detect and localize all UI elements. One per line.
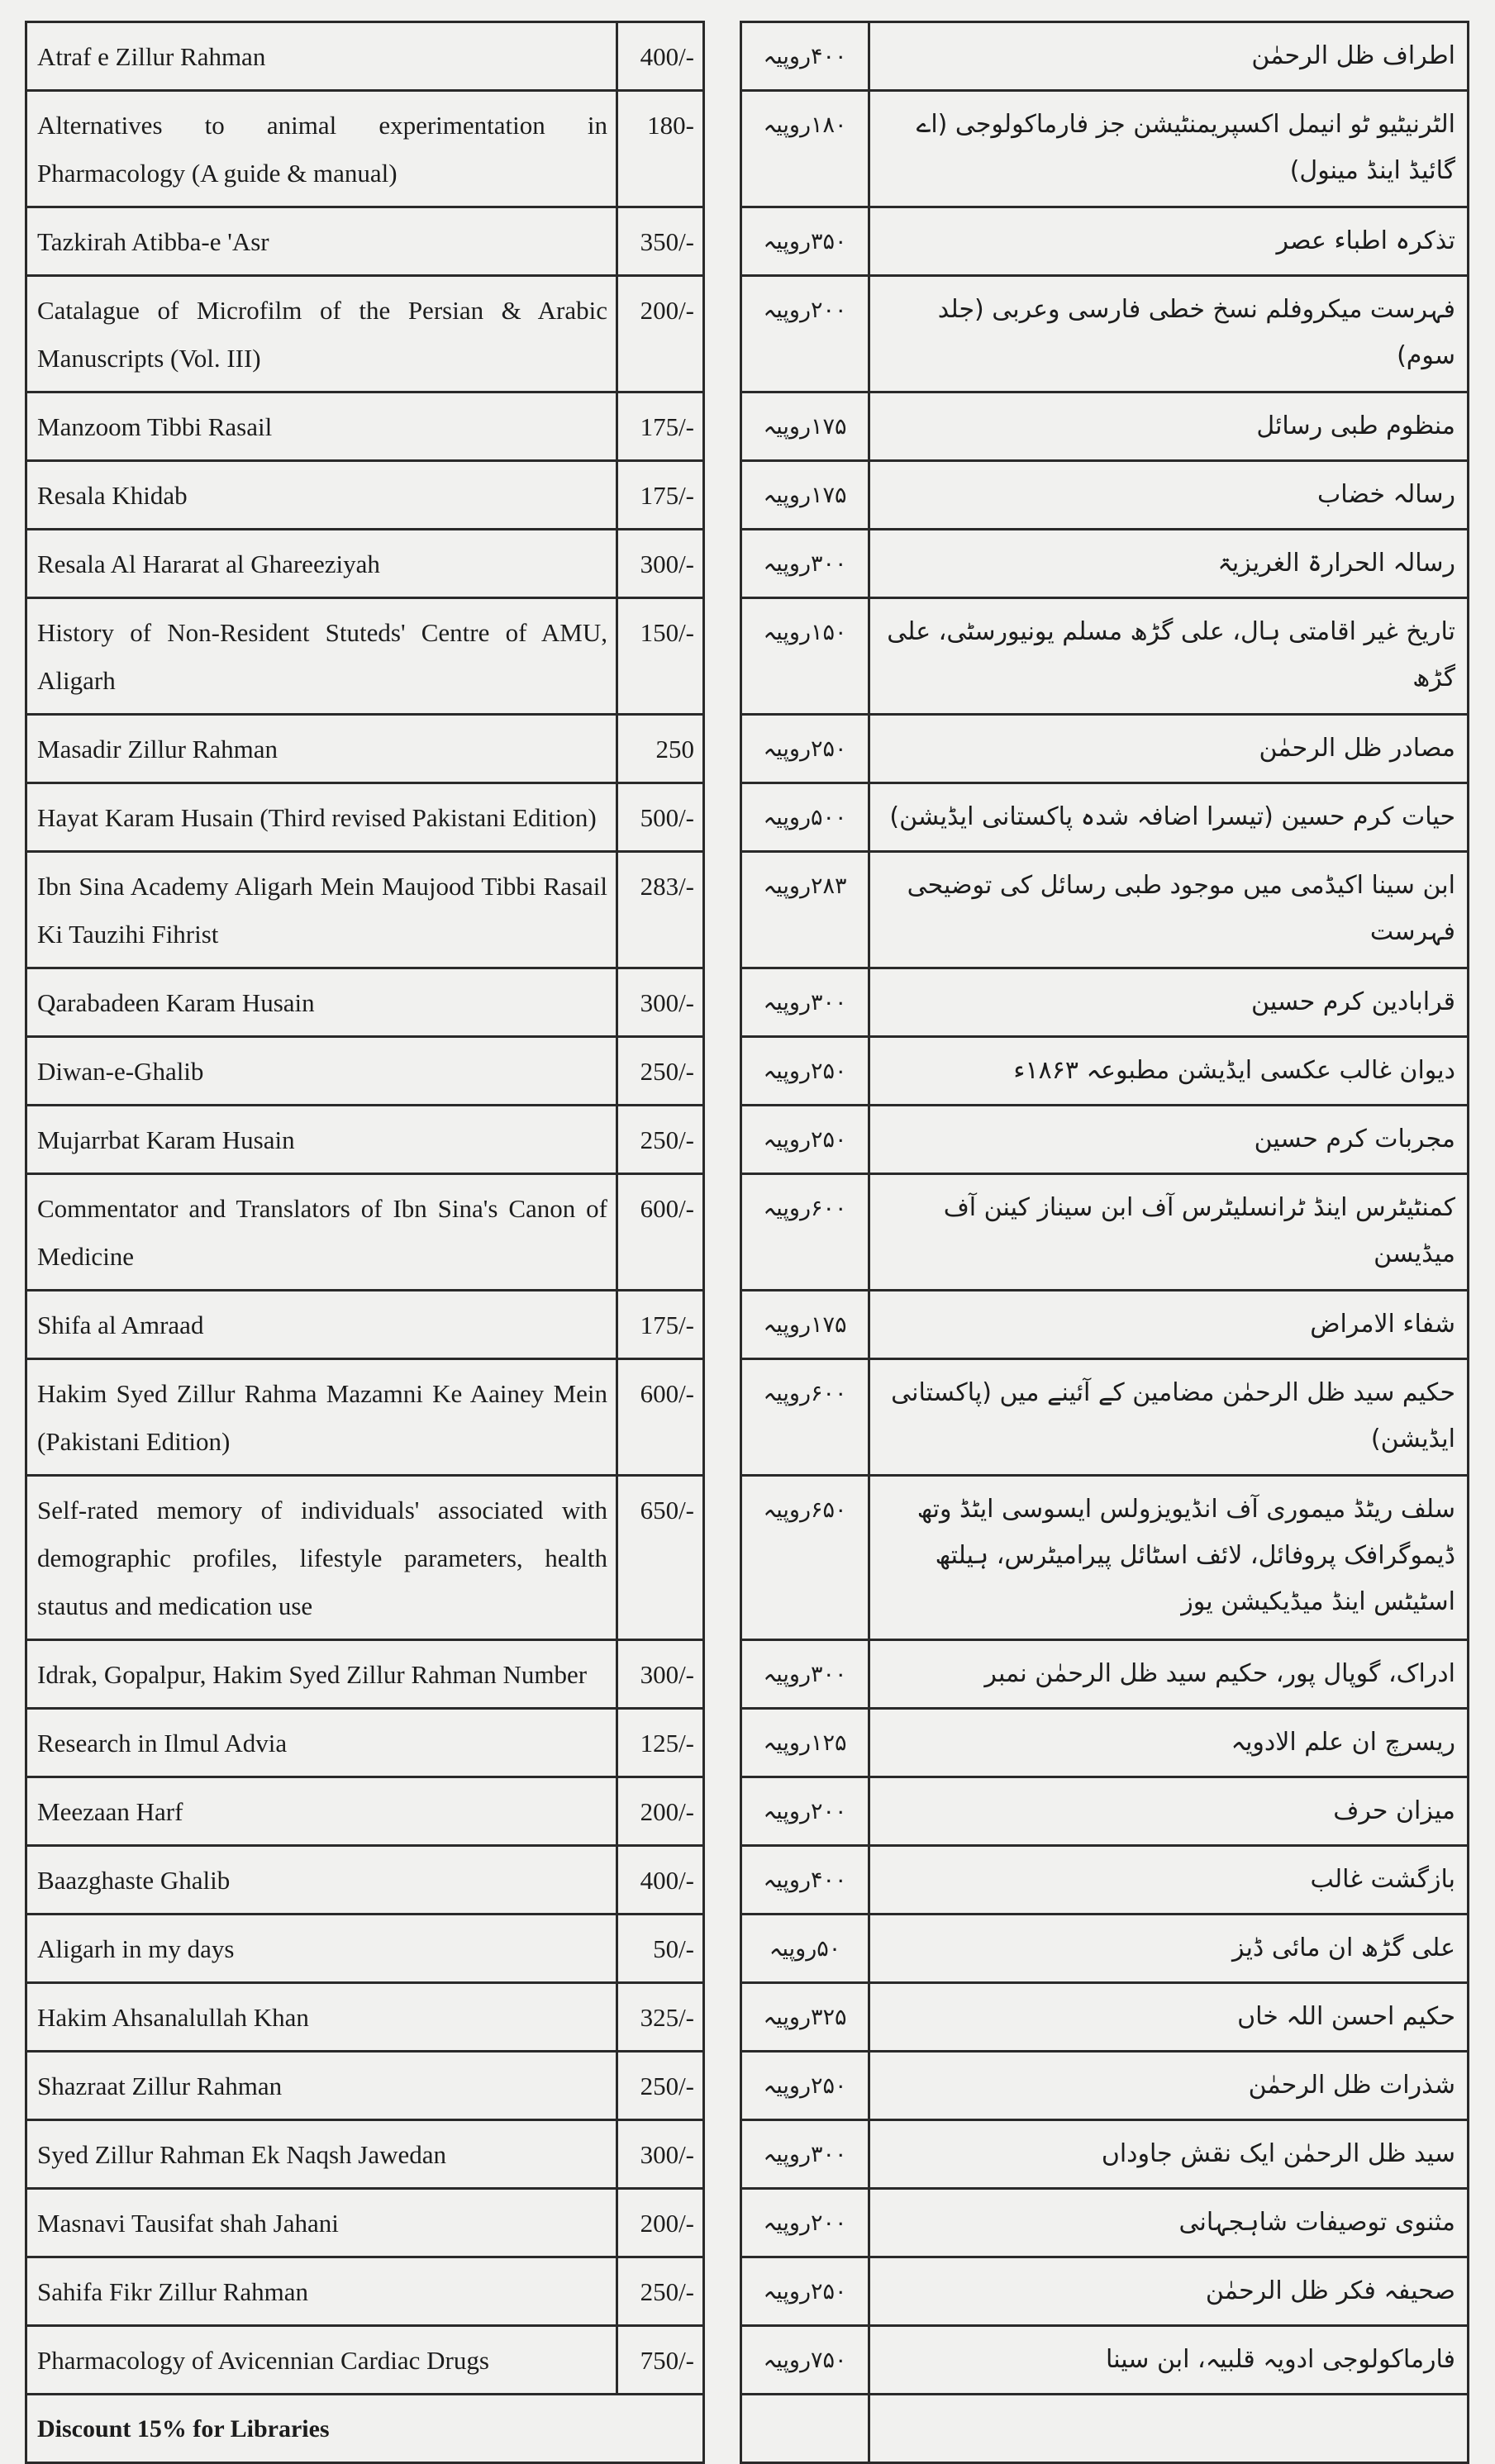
book-title: Baazghaste Ghalib [26,1846,617,1915]
book-title: Ibn Sina Academy Aligarh Mein Maujood Tibbi Rasail Ki Tauzihi Fihrist [26,852,617,968]
book-row [26,1915,704,1983]
book-price: 600/- [617,1359,704,1476]
book-row [26,207,704,276]
book-title: Manzoom Tibbi Rasail [26,392,617,461]
urdu-book-title: میزان حرف [869,1777,1469,1846]
urdu-book-row [741,2052,1469,2120]
book-title: Research in Ilmul Advia [26,1709,617,1777]
book-title: Commentator and Translators of Ibn Sina's Canon of Medicine [26,1174,617,1291]
book-price: 400/- [617,22,704,91]
urdu-book-row [741,22,1469,91]
urdu-book-price: ۵۰روپیہ [741,1915,869,1983]
book-price: 650/- [617,1476,704,1640]
discount-note: Discount 15% for Libraries [26,2395,704,2463]
urdu-book-title: ریسرچ ان علم الادویہ [869,1709,1469,1777]
urdu-book-title: مجربات کرم حسین [869,1106,1469,1174]
urdu-book-price: ۱۲۵روپیہ [741,1709,869,1777]
book-title: Hayat Karam Husain (Third revised Pakistani Edition) [26,783,617,852]
book-title: Masadir Zillur Rahman [26,715,617,783]
urdu-book-price: ۳۰۰روپیہ [741,2120,869,2189]
urdu-book-price: ۲۵۰روپیہ [741,715,869,783]
book-price: 250/- [617,2052,704,2120]
book-title: Shifa al Amraad [26,1291,617,1359]
book-title: Atraf e Zillur Rahman [26,22,617,91]
urdu-book-price: ۴۰۰روپیہ [741,1846,869,1915]
urdu-empty-row [741,2395,1469,2463]
book-price: 180- [617,91,704,207]
urdu-book-price: ۲۵۰روپیہ [741,1106,869,1174]
urdu-book-price: ۲۰۰روپیہ [741,2189,869,2257]
book-price: 250/- [617,1106,704,1174]
urdu-book-title: ادراک، گوپال پور، حکیم سید ظل الرحمٰن نمبر [869,1640,1469,1709]
book-price: 400/- [617,1846,704,1915]
book-price: 250/- [617,2257,704,2326]
urdu-book-price: ۱۷۵روپیہ [741,461,869,530]
book-row [26,715,704,783]
book-row [26,852,704,968]
urdu-book-row [741,2189,1469,2257]
book-row [26,22,704,91]
urdu-book-price: ۶۰۰روپیہ [741,1359,869,1476]
book-title: Pharmacology of Avicennian Cardiac Drugs [26,2326,617,2395]
book-title: Mujarrbat Karam Husain [26,1106,617,1174]
book-row [26,1476,704,1640]
book-title: Hakim Syed Zillur Rahma Mazamni Ke Aainey Mein (Pakistani Edition) [26,1359,617,1476]
book-title: Alternatives to animal experimentation in Pharmacology (A guide & manual) [26,91,617,207]
book-row [26,783,704,852]
urdu-book-title: فارماکولوجی ادویہ قلبیہ، ابن سینا [869,2326,1469,2395]
urdu-book-title: شذرات ظل الرحمٰن [869,2052,1469,2120]
book-row [26,91,704,207]
book-price: 175/- [617,392,704,461]
book-row [26,1037,704,1106]
empty-cell [869,2395,1469,2463]
book-price: 300/- [617,530,704,598]
book-price: 350/- [617,207,704,276]
book-price: 750/- [617,2326,704,2395]
book-title: Diwan-e-Ghalib [26,1037,617,1106]
book-row [26,1174,704,1291]
urdu-book-row [741,1037,1469,1106]
book-row [26,968,704,1037]
urdu-book-title: رسالہ الحرارۃ الغریزیۃ [869,530,1469,598]
urdu-book-row [741,207,1469,276]
urdu-book-price: ۳۵۰روپیہ [741,207,869,276]
urdu-book-title: فہرست میکروفلم نسخ خطی فارسی وعربی (جلد سوم) [869,276,1469,392]
discount-row [26,2395,704,2463]
book-price: 300/- [617,2120,704,2189]
urdu-book-title: کمنٹیٹرس اینڈ ٹرانسلیٹرس آف ابن سیناز کینن آف میڈیسن [869,1174,1469,1291]
urdu-book-title: مثنوی توصیفات شاہجہانی [869,2189,1469,2257]
urdu-book-row [741,1983,1469,2052]
book-price: 250 [617,715,704,783]
urdu-book-price: ۶۵۰روپیہ [741,1476,869,1640]
book-row [26,530,704,598]
book-title: Meezaan Harf [26,1777,617,1846]
urdu-book-row [741,1640,1469,1709]
book-row [26,2052,704,2120]
book-row [26,598,704,715]
book-price: 200/- [617,276,704,392]
book-row [26,2326,704,2395]
book-row [26,2120,704,2189]
urdu-book-price: ۷۵۰روپیہ [741,2326,869,2395]
book-title: Catalague of Microfilm of the Persian & Arabic Manuscripts (Vol. III) [26,276,617,392]
urdu-book-title: منظوم طبی رسائل [869,392,1469,461]
urdu-book-title: سید ظل الرحمٰن ایک نقش جاوداں [869,2120,1469,2189]
urdu-book-row [741,1291,1469,1359]
urdu-book-title: مصادر ظل الرحمٰن [869,715,1469,783]
book-price: 300/- [617,968,704,1037]
urdu-book-price: ۳۲۵روپیہ [741,1983,869,2052]
urdu-book-price: ۳۰۰روپیہ [741,968,869,1037]
urdu-book-title: علی گڑھ ان مائی ڈیز [869,1915,1469,1983]
urdu-book-title: قرابادین کرم حسین [869,968,1469,1037]
urdu-book-row [741,598,1469,715]
urdu-book-title: حکیم احسن اللہ خاں [869,1983,1469,2052]
urdu-book-row [741,530,1469,598]
urdu-book-row [741,852,1469,968]
book-price: 500/- [617,783,704,852]
book-title: Masnavi Tausifat shah Jahani [26,2189,617,2257]
urdu-book-row [741,783,1469,852]
urdu-book-title: سلف ریٹڈ میموری آف انڈیویزولس ایسوسی ایٹڈ وتھ ڈیموگرافک پروفائل، لائف اسٹائل پیرامیٹرس، ہیلتھ اسٹیٹس اینڈ میڈیکیشن یوز [869,1476,1469,1640]
urdu-book-price: ۱۸۰روپیہ [741,91,869,207]
book-row [26,1983,704,2052]
book-price: 50/- [617,1915,704,1983]
book-row [26,1291,704,1359]
book-title: Syed Zillur Rahman Ek Naqsh Jawedan [26,2120,617,2189]
book-price: 150/- [617,598,704,715]
urdu-book-row [741,392,1469,461]
urdu-book-price: ۲۵۰روپیہ [741,2257,869,2326]
urdu-book-price: ۲۸۳روپیہ [741,852,869,968]
book-title: Sahifa Fikr Zillur Rahman [26,2257,617,2326]
urdu-book-price: ۱۷۵روپیہ [741,1291,869,1359]
book-title: Self-rated memory of individuals' associated with demographic profiles, lifestyle parameters, health stautus and medication use [26,1476,617,1640]
urdu-book-row [741,1174,1469,1291]
book-title: Resala Al Hararat al Ghareeziyah [26,530,617,598]
urdu-book-row [741,1709,1469,1777]
book-title: History of Non-Resident Stuteds' Centre of AMU, Aligarh [26,598,617,715]
book-row [26,1359,704,1476]
book-price: 325/- [617,1983,704,2052]
urdu-book-price: ۲۵۰روپیہ [741,1037,869,1106]
urdu-book-title: شفاء الامراض [869,1291,1469,1359]
urdu-book-title: ابن سینا اکیڈمی میں موجود طبی رسائل کی توضیحی فہرست [869,852,1469,968]
book-price: 175/- [617,1291,704,1359]
urdu-book-price: ۲۰۰روپیہ [741,1777,869,1846]
book-price: 250/- [617,1037,704,1106]
urdu-book-title: رسالہ خضاب [869,461,1469,530]
empty-cell [741,2395,869,2463]
book-title: Qarabadeen Karam Husain [26,968,617,1037]
urdu-book-price: ۴۰۰روپیہ [741,22,869,91]
urdu-book-price: ۵۰۰روپیہ [741,783,869,852]
book-row [26,2189,704,2257]
urdu-book-title: حیات کرم حسین (تیسرا اضافہ شدہ پاکستانی ایڈیشن) [869,783,1469,852]
urdu-book-row [741,2257,1469,2326]
urdu-book-title: صحیفہ فکر ظل الرحمٰن [869,2257,1469,2326]
book-price: 175/- [617,461,704,530]
book-price: 600/- [617,1174,704,1291]
book-row [26,2257,704,2326]
book-row [26,1640,704,1709]
urdu-book-price: ۳۰۰روپیہ [741,1640,869,1709]
book-row [26,276,704,392]
book-price: 283/- [617,852,704,968]
urdu-book-row [741,276,1469,392]
urdu-book-price: ۲۵۰روپیہ [741,2052,869,2120]
book-title: Tazkirah Atibba-e 'Asr [26,207,617,276]
urdu-book-title: تاریخ غیر اقامتی ہال، علی گڑھ مسلم یونیورسٹی، علی گڑھ [869,598,1469,715]
book-title: Shazraat Zillur Rahman [26,2052,617,2120]
book-title: Aligarh in my days [26,1915,617,1983]
book-price: 300/- [617,1640,704,1709]
urdu-book-title: تذکرہ اطباء عصر [869,207,1469,276]
english-price-table [25,21,705,2464]
urdu-book-price: ۲۰۰روپیہ [741,276,869,392]
book-title: Resala Khidab [26,461,617,530]
urdu-book-row [741,1915,1469,1983]
urdu-book-row [741,968,1469,1037]
urdu-book-row [741,2120,1469,2189]
book-row [26,1777,704,1846]
urdu-book-title: حکیم سید ظل الرحمٰن مضامین کے آئینے میں (پاکستانی ایڈیشن) [869,1359,1469,1476]
urdu-book-price: ۳۰۰روپیہ [741,530,869,598]
book-row [26,461,704,530]
urdu-book-title: بازگشت غالب [869,1846,1469,1915]
urdu-price-table [740,21,1469,2464]
urdu-book-price: ۱۵۰روپیہ [741,598,869,715]
urdu-book-title: اطراف ظل الرحمٰن [869,22,1469,91]
urdu-book-row [741,715,1469,783]
book-title: Idrak, Gopalpur, Hakim Syed Zillur Rahman Number [26,1640,617,1709]
urdu-book-price: ۱۷۵روپیہ [741,392,869,461]
book-price: 125/- [617,1709,704,1777]
book-row [26,1106,704,1174]
book-row [26,1709,704,1777]
urdu-book-row [741,1777,1469,1846]
urdu-book-row [741,461,1469,530]
book-price: 200/- [617,1777,704,1846]
urdu-book-row [741,1846,1469,1915]
urdu-book-row [741,1359,1469,1476]
urdu-book-row [741,1106,1469,1174]
book-price: 200/- [617,2189,704,2257]
book-title: Hakim Ahsanalullah Khan [26,1983,617,2052]
book-row [26,392,704,461]
urdu-book-row [741,91,1469,207]
book-row [26,1846,704,1915]
urdu-book-row [741,2326,1469,2395]
urdu-book-price: ۶۰۰روپیہ [741,1174,869,1291]
urdu-book-row [741,1476,1469,1640]
urdu-book-title: دیوان غالب عکسی ایڈیشن مطبوعہ ۱۸۶۳ء [869,1037,1469,1106]
urdu-book-title: الٹرنیٹیو ٹو انیمل اکسپریمنٹیشن جز فارماکولوجی (اے گائیڈ اینڈ مینول) [869,91,1469,207]
